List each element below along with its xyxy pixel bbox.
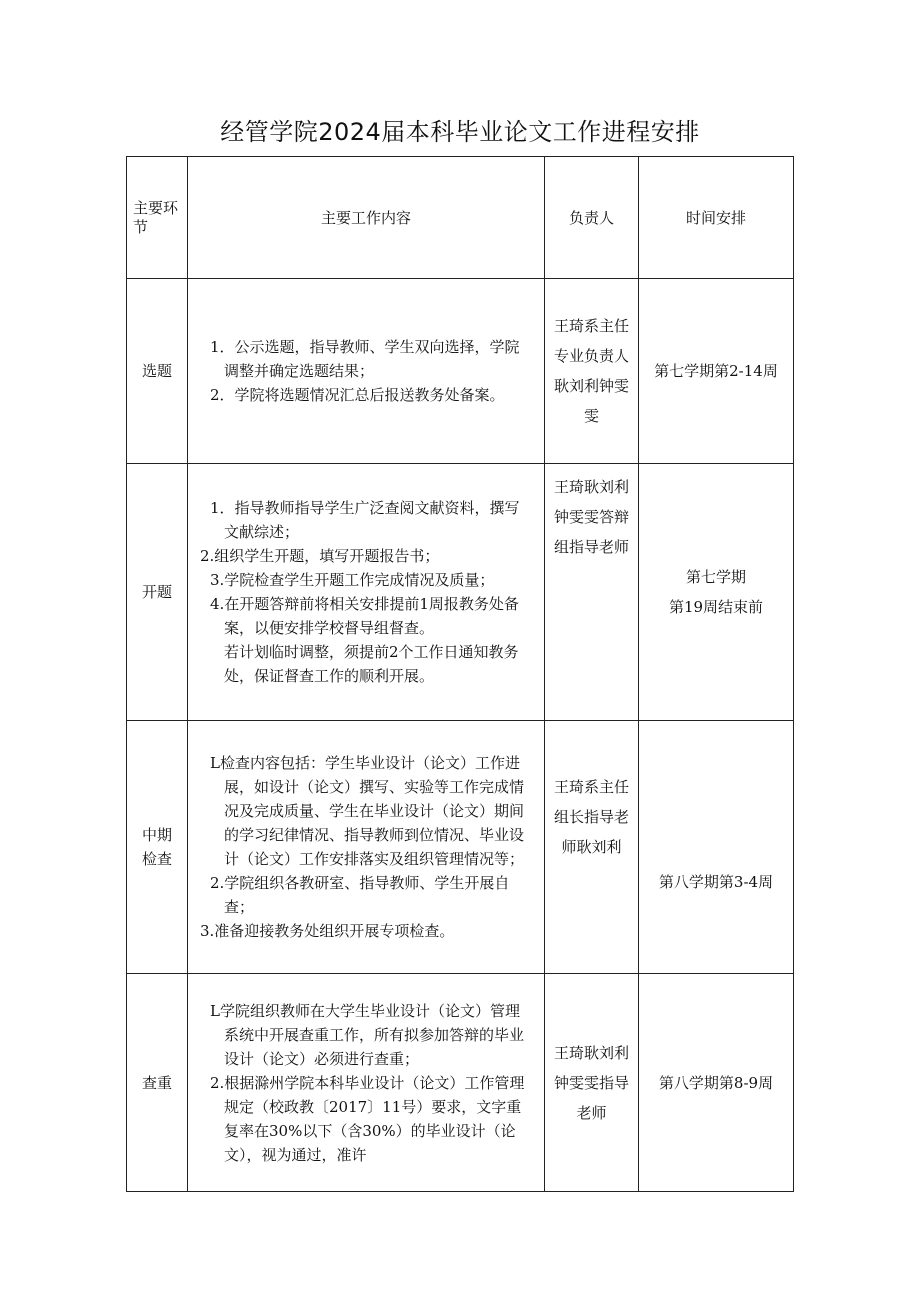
content-cell: [188, 974, 545, 1192]
person-line: 老师: [576, 1103, 607, 1122]
content-cell: [188, 464, 545, 721]
schedule-table: [126, 156, 794, 1192]
content-item: 2.组织学生开题，填写开题报告书；: [200, 547, 440, 565]
content-item: 3.准备迎接教务处组织开展专项检查。: [200, 922, 455, 940]
table-header-row: [127, 157, 794, 279]
person-line: 王琦耿刘利: [553, 1043, 629, 1062]
header-person: 负责人: [545, 157, 639, 279]
person-line: 专业负责人: [553, 347, 629, 365]
content-cell: [188, 279, 545, 464]
header-time: 时间安排: [639, 157, 794, 279]
content-item: 1．公示选题，指导教师、学生双向选择，学院调整并确定选题结果；: [210, 338, 520, 380]
time-line: 第七学期第2-14周: [654, 362, 778, 380]
person-line: 组长指导老: [553, 808, 629, 826]
time-line: 第七学期: [685, 568, 746, 586]
time-cell: [639, 464, 794, 721]
content-item: 2．学院将选题情况汇总后报送教务处备案。: [210, 386, 505, 404]
person-line: 雯: [583, 407, 599, 425]
content-cell: [188, 721, 545, 974]
stage-cell: 开题: [127, 464, 188, 721]
person-line: 王琦耿刘利: [553, 478, 629, 496]
document-title: 经管学院2024届本科毕业论文工作进程安排: [220, 118, 700, 146]
content-item: L学院组织教师在大学生毕业设计（论文）管理系统中开展查重工作，所有拟参加答辩的毕业设计（论文）必须进行查重；: [210, 1001, 525, 1068]
table-row: [127, 464, 794, 721]
content-item: L检查内容包括：学生毕业设计（论文）工作进展，如设计（论文）撰写、实验等工作完成情况及完成质量、学生在毕业设计（论文）期间的学习纪律情况、指导教师到位情况、毕业设计（论文）工作安排落实及组织管理情况等；: [210, 754, 525, 868]
person-line: 王琦系主任: [553, 778, 629, 796]
content-item: 2.根据滁州学院本科毕业设计（论文）工作管理规定（校政教〔2017〕11号）要求，文字重复率在30%以下（含30%）的毕业设计（论文），视为通过，准许: [210, 1073, 525, 1164]
person-line: 组指导老师: [553, 538, 629, 556]
content-item: 4.在开题答辩前将相关安排提前1周报教务处备案，以便安排学校督导组督查。: [210, 595, 519, 637]
table-row: [127, 974, 794, 1192]
person-line: 钟雯雯答辩: [553, 508, 629, 526]
content-item: 若计划临时调整，须提前2个工作日通知教务处，保证督查工作的顺利开展。: [224, 643, 519, 685]
header-content: 主要工作内容: [188, 157, 545, 279]
time-line: 第19周结束前: [668, 598, 764, 616]
time-cell: [639, 974, 794, 1192]
content-item: 3.学院检查学生开题工作完成情况及质量；: [210, 571, 495, 589]
stage-text: 中期检查: [141, 826, 172, 868]
person-cell: [545, 279, 639, 464]
time-line: 第八学期第8-9周: [658, 1073, 774, 1092]
person-cell: [545, 974, 639, 1192]
content-item: 2.学院组织各教研室、指导教师、学生开展自查；: [210, 874, 510, 916]
person-line: 王琦系主任: [553, 317, 629, 335]
person-cell: [545, 721, 639, 974]
stage-cell: [127, 721, 188, 974]
time-cell: [639, 279, 794, 464]
person-line: 师耿刘利: [561, 838, 622, 856]
content-item: 1．指导教师指导学生广泛查阅文献资料，撰写文献综述；: [210, 499, 520, 541]
person-line: 钟雯雯指导: [553, 1073, 629, 1092]
table-row: [127, 279, 794, 464]
stage-cell: 查重: [127, 974, 188, 1192]
person-line: 耿刘利钟雯: [553, 377, 629, 395]
stage-cell: 选题: [127, 279, 188, 464]
time-line: 第八学期第3-4周: [658, 873, 774, 891]
person-cell: [545, 464, 639, 721]
time-cell: [639, 721, 794, 974]
table-row: [127, 721, 794, 974]
header-stage: 主要环节: [127, 157, 188, 279]
